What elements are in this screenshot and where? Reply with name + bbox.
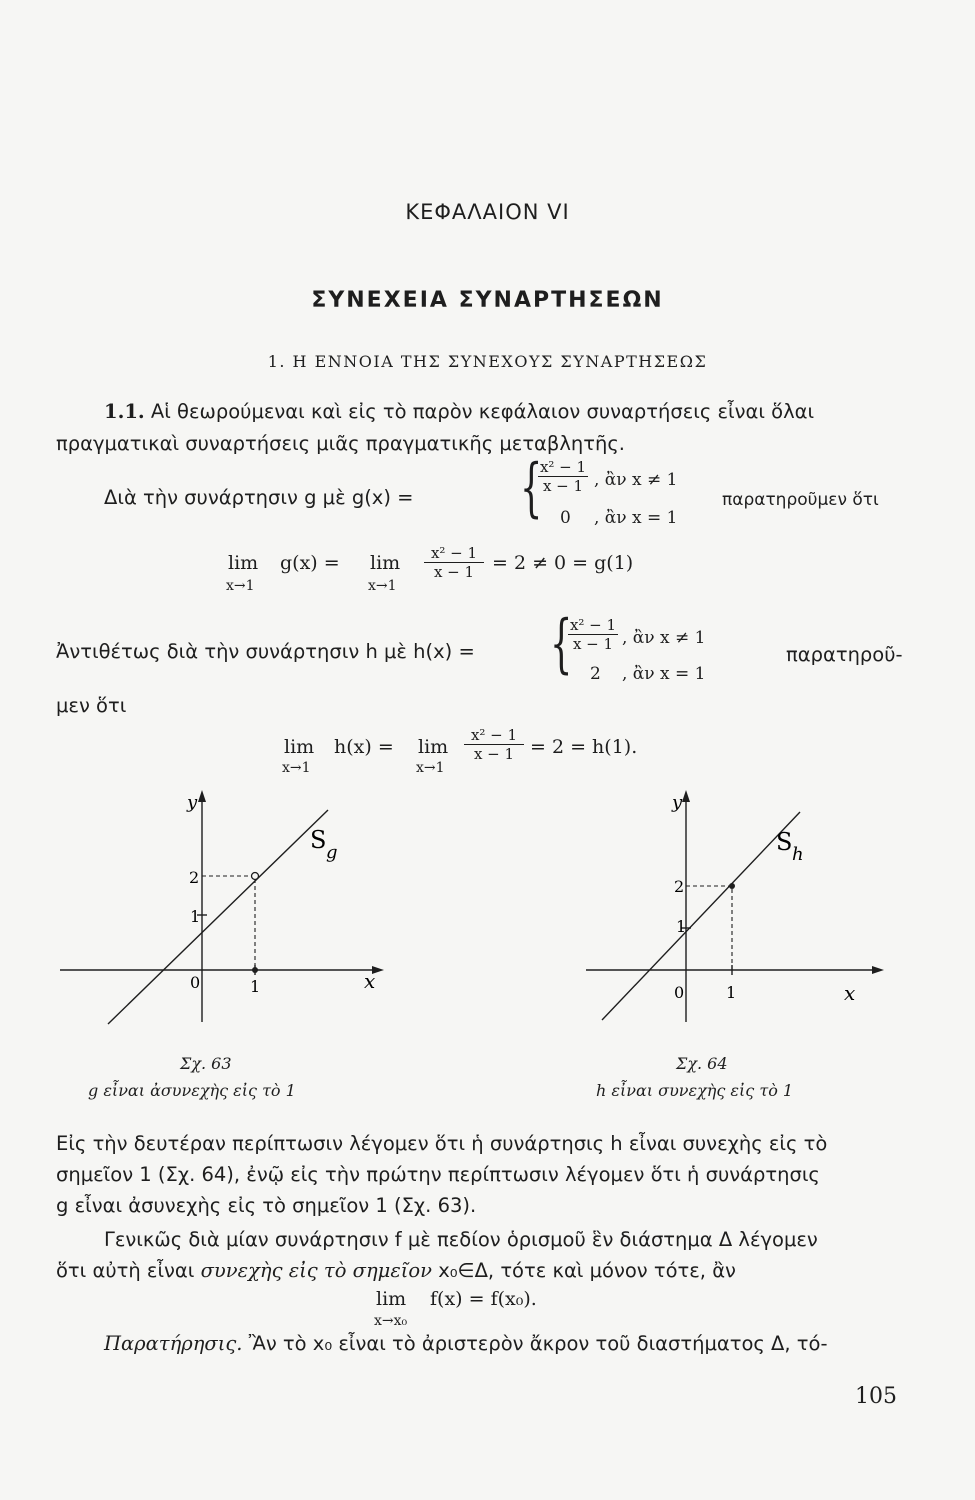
tick-x-label: 1 xyxy=(726,983,737,1002)
intro-line-2: πραγματικαὶ συναρτήσεις μιᾶς πραγματικῆς μεταβλητῆς. xyxy=(56,432,625,455)
g-case1-numerator: x² − 1 xyxy=(539,458,587,476)
h-limit-sub-1: x→1 xyxy=(282,760,311,776)
h-limit-lim-2: lim xyxy=(418,736,449,758)
filled-point xyxy=(252,967,258,973)
curve-subscript: g xyxy=(326,842,338,863)
tick-y1-label: 1 xyxy=(190,907,201,926)
remark-label: Παρατήρησις. xyxy=(104,1332,243,1355)
guide-dashes xyxy=(686,886,732,970)
h-limit-denominator: x − 1 xyxy=(473,745,515,763)
definition-lim: lim xyxy=(376,1288,407,1310)
h-definition-lead: Ἀντιθέτως διὰ τὴν συνάρτησιν h μὲ h(x) = xyxy=(56,640,475,663)
g-limit-expr-1: g(x) = xyxy=(280,552,340,574)
body-p2-line-1: Γενικῶς διὰ μίαν συνάρτησιν f μὲ πεδίον ὁρισμοῦ ἓν διάστημα Δ λέγομεν xyxy=(104,1228,818,1251)
curve-label: S xyxy=(776,828,793,856)
tick-y2-label: 2 xyxy=(674,877,685,896)
h-case1-condition: , ἂν x ≠ 1 xyxy=(622,628,706,648)
open-point xyxy=(252,873,259,880)
intro-number: 1.1. xyxy=(104,400,145,423)
chapter-title: ΣΥΝΕΧΕΙΑ ΣΥΝΑΡΤΗΣΕΩΝ xyxy=(311,288,664,313)
y-arrow xyxy=(198,790,206,802)
h-definition-continuation: μεν ὅτι xyxy=(56,694,127,717)
h-case1-numerator: x² − 1 xyxy=(569,616,617,634)
g-case2-condition: , ἂν x = 1 xyxy=(594,508,678,528)
body-p2-line-2 xyxy=(56,1259,736,1282)
origin-label: 0 xyxy=(190,973,201,992)
body-p2-text-b: x₀∈Δ, τότε καὶ μόνον τότε, ἂν xyxy=(438,1259,736,1282)
g-limit-fraction xyxy=(424,544,484,581)
h-limit-expr-1: h(x) = xyxy=(334,736,394,758)
g-definition-trail: παρατηροῦμεν ὅτι xyxy=(722,490,879,510)
remark-text: Ἂν τὸ x₀ εἶναι τὸ ἀριστερὸν ἄκρον τοῦ διαστήματος Δ, τό- xyxy=(248,1332,828,1355)
figure-63 xyxy=(50,786,400,1026)
figure-64 xyxy=(580,786,900,1026)
g-case1-condition: , ἂν x ≠ 1 xyxy=(594,470,678,490)
x-axis-label: x xyxy=(844,981,856,1005)
h-limit-lim-1: lim xyxy=(284,736,315,758)
g-definition-lead: Διὰ τὴν συνάρτησιν g μὲ g(x) = xyxy=(104,486,414,509)
g-limit-lim-1: lim xyxy=(228,552,259,574)
h-limit-numerator: x² − 1 xyxy=(470,726,518,744)
body-p1-line-1: Εἰς τὴν δευτέραν περίπτωσιν λέγομεν ὅτι ἡ συνάρτησις h εἶναι συνεχὴς εἰς τὸ xyxy=(56,1132,828,1155)
h-case2-condition: , ἂν x = 1 xyxy=(622,664,706,684)
figure-64-number: Σχ. 64 xyxy=(676,1054,728,1073)
g-limit-sub-1: x→1 xyxy=(226,578,255,594)
body-p1-line-3: g εἶναι ἀσυνεχὴς εἰς τὸ σημεῖον 1 (Σχ. 63). xyxy=(56,1194,477,1217)
curve-subscript: h xyxy=(792,844,804,865)
origin-label: 0 xyxy=(674,983,685,1002)
curve-sg xyxy=(108,810,328,1024)
curve-sh xyxy=(602,812,800,1020)
g-limit-lim-2: lim xyxy=(370,552,401,574)
guide-dashes xyxy=(202,876,255,970)
left-brace: { xyxy=(520,451,543,525)
g-limit-numerator: x² − 1 xyxy=(430,544,478,562)
definition-expression: f(x) = f(x₀). xyxy=(430,1288,537,1310)
g-case1-fraction xyxy=(538,458,588,495)
y-arrow xyxy=(682,790,690,802)
body-p2-text-a: ὅτι αὐτὴ εἶναι xyxy=(56,1259,195,1282)
tick-y2-label: 2 xyxy=(189,868,200,887)
intro-line-1: Αἱ θεωρούμεναι καὶ εἰς τὸ παρὸν κεφάλαιον συναρτήσεις εἶναι ὅλαι xyxy=(150,400,815,423)
h-limit-fraction xyxy=(464,726,524,763)
curve-label: S xyxy=(310,826,327,854)
g-limit-result: = 2 ≠ 0 = g(1) xyxy=(492,552,634,574)
y-axis-label: y xyxy=(672,792,683,813)
h-case1-denominator: x − 1 xyxy=(572,635,614,653)
g-limit-sub-2: x→1 xyxy=(368,578,397,594)
y-axis-label: y xyxy=(187,792,198,813)
g-limit-denominator: x − 1 xyxy=(433,563,475,581)
h-case1-fraction xyxy=(568,616,618,653)
body-p2-emphasis: συνεχὴς εἰς τὸ σημεῖον xyxy=(200,1259,433,1282)
tick-y1-label: 1 xyxy=(676,917,687,936)
page-number: 105 xyxy=(855,1384,897,1409)
x-arrow xyxy=(872,966,884,974)
g-case1-denominator: x − 1 xyxy=(542,477,584,495)
g-case2-value: 0 xyxy=(560,508,571,528)
left-brace: { xyxy=(550,607,573,681)
figure-63-caption: g εἶναι ἀσυνεχὴς εἰς τὸ 1 xyxy=(88,1081,296,1100)
x-axis-label: x xyxy=(364,969,376,993)
figure-64-caption: h εἶναι συνεχὴς εἰς τὸ 1 xyxy=(596,1081,794,1100)
section-heading: 1. Η ΕΝΝΟΙΑ ΤΗΣ ΣΥΝΕΧΟΥΣ ΣΥΝΑΡΤΗΣΕΩΣ xyxy=(267,352,708,371)
h-case2-value: 2 xyxy=(590,664,601,684)
h-definition-trail: παρατηροῦ- xyxy=(786,643,903,666)
figure-63-number: Σχ. 63 xyxy=(180,1054,232,1073)
h-limit-result: = 2 = h(1). xyxy=(530,736,638,758)
chapter-heading: ΚΕΦΑΛΑΙΟΝ VI xyxy=(405,200,570,224)
h-limit-sub-2: x→1 xyxy=(416,760,445,776)
filled-point xyxy=(729,883,735,889)
body-p1-line-2: σημεῖον 1 (Σχ. 64), ἐνῷ εἰς τὴν πρώτην περίπτωσιν λέγομεν ὅτι ἡ συνάρτησις xyxy=(56,1163,820,1186)
remark-line xyxy=(104,1332,828,1355)
tick-x-label: 1 xyxy=(250,977,261,996)
intro-paragraph xyxy=(104,400,814,423)
definition-lim-subscript: x→x₀ xyxy=(374,1313,408,1329)
